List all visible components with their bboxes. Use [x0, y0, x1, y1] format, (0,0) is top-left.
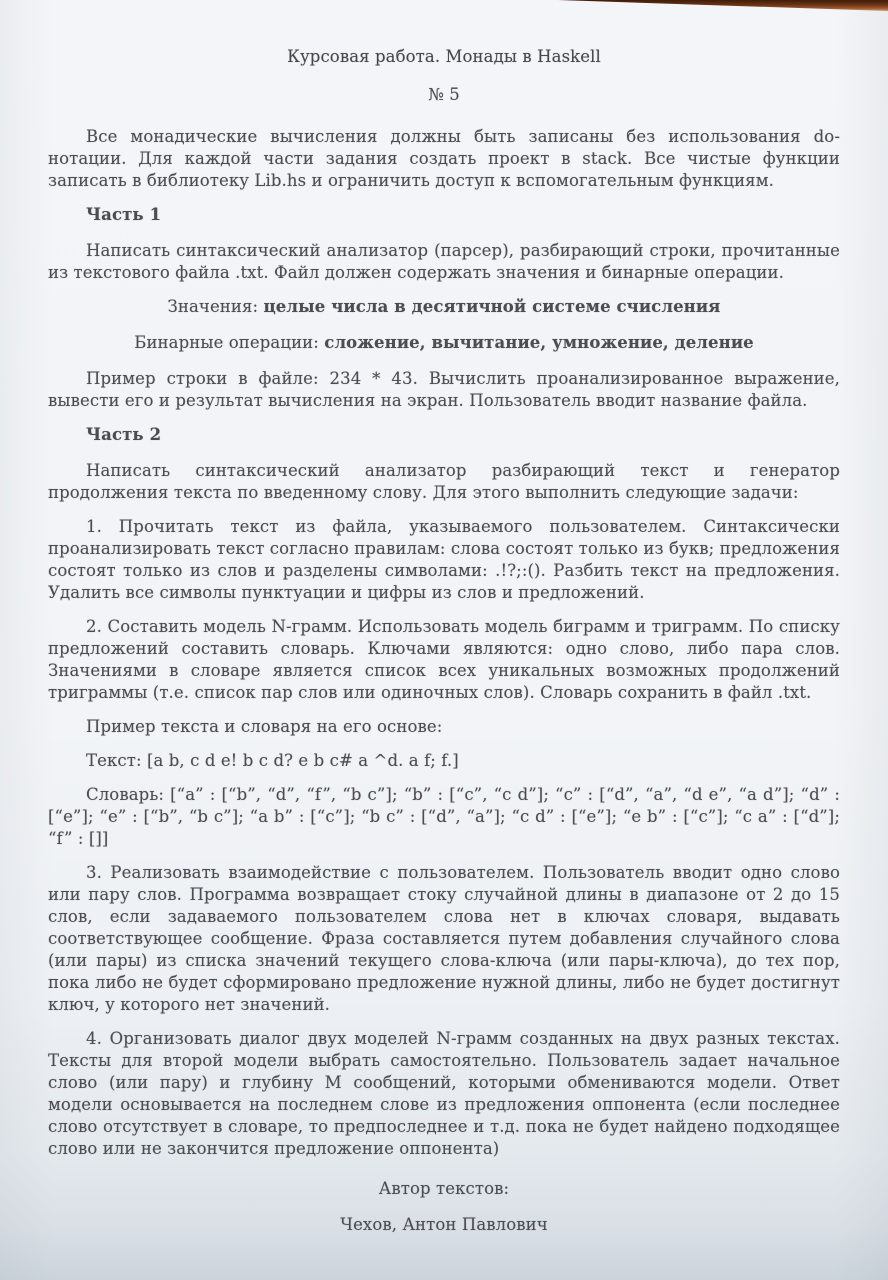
author-label: Автор текстов:: [378, 1179, 510, 1198]
part2-dictionary-example: Словарь: [“a” : [“b”, “d”, “f”, “b c”]; “b” : [“c”, “c d”]; “c” : [“d”, “a”, “d e”, “a d”]; “d” : [“e”]; “e” : [“b”, “b c”]; “a b” : [“c”]; “b c” : [“d”, “a”]; “c d” : [“e”]; “e b” : [“c”]; “c a” : [“d”]; “f” : []]: [48, 785, 840, 848]
part2-item3-paragraph: 3. Реализовать взаимодействие с пользователем. Пользователь вводит одно слово или пару слов. Программа возвращает стоку случайной длины в диапазоне от 2 до 15 слов, если задаваемого пользователем слова нет в ключах словаря, выдавать соответствующее сообщение. Фраза составляется путем добавления случайного слова (или пары) из списка значений текущего слова-ключа (или пары-ключа), до тех пор, пока либо не будет сформировано предложение нужной длины, либо не будет достигнут ключ, у которого нет значений.: [48, 863, 840, 1014]
part1-values-line: [48, 296, 840, 318]
author-block: [48, 1178, 840, 1236]
author-name: Чехов, Антон Павлович: [340, 1215, 548, 1234]
values-label: Значения:: [167, 297, 264, 316]
part2-item1-paragraph: 1. Прочитать текст из файла, указываемого пользователем. Синтаксически проанализировать текст согласно правилам: слова состоят только из букв; предложения состоят только из слов и разделены символами: .!?;:(). Разбить текст на предложения. Удалить все символы пунктуации и цифры из слов и предложений.: [48, 517, 840, 602]
part1-example-paragraph: Пример строки в файле: 234 * 43. Вычислить проанализированное выражение, вывести его и результат вычисления на экран. Пользователь вводит название файла.: [48, 369, 840, 410]
binary-ops-text: сложение, вычитание, умножение, деление: [324, 333, 754, 352]
part1-task-paragraph: Написать синтаксический анализатор (парсер), разбирающий строки, прочитанные из текстового файла .txt. Файл должен содержать значения и бинарные операции.: [48, 241, 840, 282]
part2-text-example: Текст: [a b, c d e! b c d? e b c# a ^d. a f; f.]: [86, 751, 459, 770]
intro-paragraph: Все монадические вычисления должны быть записаны без использования do-нотации. Для каждой части задания создать проект в stack. Все чистые функции записать в библиотеку Lib.hs и ограничить доступ к вспомогательным функциям.: [48, 127, 840, 190]
part2-item4-paragraph: 4. Организовать диалог двух моделей N-грамм созданных на двух разных текстах. Тексты для второй модели выбрать самостоятельно. Пользователь задает начальное слово (или пару) и глубину M сообщений, которыми обмениваются модели. Ответ модели основывается на последнем слове из предложения оппонента (если последнее слово отсутствует в словаре, то предпоследнее и т.д. пока не будет найдено подходящее слово или не закончится предложение оппонента): [48, 1029, 840, 1158]
part2-item2-paragraph: 2. Составить модель N-грамм. Использовать модель биграмм и триграмм. По списку предложений составить словарь. Ключами являются: одно слово, либо пара слов. Значениями в словаре является список всех уникальных возможных продолжений триграммы (т.е. список пар слов или одиночных слов). Словарь сохранить в файл .txt.: [48, 617, 840, 702]
part1-binary-ops-line: [48, 332, 840, 354]
doc-title: Курсовая работа. Монады в Haskell: [287, 47, 601, 66]
values-text: целые числа в десятичной системе счисления: [263, 297, 721, 316]
part2-task-paragraph: Написать синтаксический анализатор разбирающий текст и генератор продолжения текста по введенному слову. Для этого выполнить следующие задачи:: [48, 461, 840, 502]
part2-example-intro: Пример текста и словаря на его основе:: [86, 717, 443, 736]
part2-heading: Часть 2: [86, 425, 162, 444]
binary-ops-label: Бинарные операции:: [134, 333, 325, 352]
part1-heading: Часть 1: [86, 205, 162, 224]
doc-number: № 5: [428, 85, 460, 104]
